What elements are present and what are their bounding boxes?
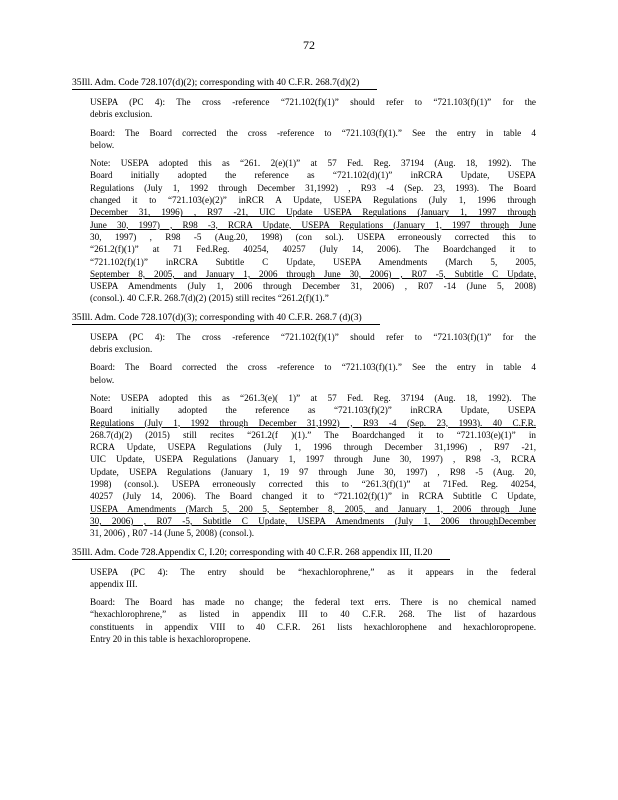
- text-line: September 8, 2005, and January 1, 2006 through June 30, 2006) , R07 -5, Subtitle C Update,: [90, 268, 536, 279]
- text-line: Note: USEPA adopted this as “261. 2(e)(1)” at 57 Fed. Reg. 37194 (Aug. 18, 1992). The: [90, 158, 536, 169]
- text-line: USEPA Amendments (July 1, 2006 through December 31, 2006) , R07 -14 (June 5, 2008): [90, 281, 536, 292]
- text-line: 268.7(d)(2) (2015) still recites “261.2(f )(1).” The Boardchanged it to “721.103(e)(1)” in: [90, 429, 536, 440]
- board-response: [90, 596, 536, 645]
- table-entry: [72, 72, 536, 305]
- note: [90, 392, 536, 540]
- text-line: 31, 2006) , R07 -14 (June 5, 2008) (consol.).: [90, 528, 255, 539]
- text-line: below.: [90, 374, 115, 385]
- entry-header: 35Ill. Adm. Code 728.107(d)(2); corresponding with 40 C.F.R. 268.7(d)(2): [72, 77, 377, 90]
- text-line: changed it to “721.103(e)(2)” inRCR A Update, USEPA Regulations (July 1, 1996 through: [90, 195, 536, 206]
- text-line: Board initially adopted the reference as “721.103(f)(2)” inRCRA Update, USEPA: [90, 405, 536, 416]
- text-line: debris exclusion.: [90, 344, 153, 355]
- text-line: Board: The Board corrected the cross -reference to “721.103(f)(1).” See the entry in table 4: [90, 127, 536, 138]
- text-line: below.: [90, 139, 115, 150]
- text-line: “hexachlorophrene,” as listed in appendix III to 40 C.F.R. 268. The list of hazardous: [90, 609, 536, 620]
- text-line: USEPA (PC 4): The cross -reference “721.102(f)(1)” should refer to “721.103(f)(1)” for the: [90, 331, 536, 342]
- text-line: 1998) (consol.). USEPA erroneously corrected this to “261.3(f)(1)” at 71Fed. Reg. 40254,: [90, 479, 536, 490]
- text-line: USEPA (PC 4): The entry should be “hexachlorophrene,” as it appears in the federal: [90, 566, 536, 577]
- usepa-comment: [90, 96, 536, 121]
- board-response: [90, 127, 536, 152]
- text-line: Update, USEPA Regulations (January 1, 19 97 through June 30, 1997) , R98 -5 (Aug. 20,: [90, 466, 536, 477]
- text-line: RCRA Update, USEPA Regulations (July 1, 1996 through December 31,1996) , R97 -21,: [90, 442, 536, 453]
- text-line: Board initially adopted the reference as “721.102(d)(1)” inRCRA Update, USEPA: [90, 170, 536, 181]
- usepa-comment: [90, 566, 536, 591]
- text-line: 30, 1997) , R98 -5 (Aug.20, 1998) (con sol.). USEPA erroneously corrected this to: [90, 231, 536, 242]
- text-line: Note: USEPA adopted this as “261.3(e)( 1)” at 57 Fed. Reg. 37194 (Aug. 18, 1992). The: [90, 392, 536, 403]
- text-line: Board: The Board corrected the cross -reference to “721.103(f)(1).” See the entry in table 4: [90, 362, 536, 373]
- text-line: December 31, 1996) , R97 -21, UIC Update USEPA Regulations (January 1, 1997 through: [90, 207, 536, 218]
- document-body: [72, 72, 536, 647]
- text-line: June 30, 1997) , R98 -3, RCRA Update, USEPA Regulations (January 1, 1997 through June: [90, 219, 536, 230]
- text-line: “261.2(f)(1)” at 71 Fed.Reg. 40254, 40257 (July 14, 2006). The Boardchanged it to: [90, 244, 536, 255]
- table-entry: [72, 307, 536, 540]
- text-line: debris exclusion.: [90, 109, 153, 120]
- text-line: 30, 2006) , R07 -5, Subtitle C Update, USEPA Amendments (July 1, 2006 throughDecember: [90, 515, 536, 526]
- text-line: appendix III.: [90, 578, 138, 589]
- text-line: UIC Update, USEPA Regulations (January 1, 1997 through June 30, 1997) , R98 -3, RCRA: [90, 454, 536, 465]
- entry-header: 35Ill. Adm. Code 728.107(d)(3); corresponding with 40 C.F.R. 268.7 (d)(3): [72, 312, 380, 325]
- board-response: [90, 361, 536, 386]
- entry-header: 35Ill. Adm. Code 728.Appendix C, I.20; corresponding with 40 C.F.R. 268 appendix III, II.20: [72, 547, 450, 560]
- text-line: Regulations (July 1, 1992 through December 31,1992) , R93 -4 (Sep. 23, 1993). 40 C.F.R.: [90, 417, 536, 428]
- text-line: 40257 (July 14, 2006). The Board changed it to “721.102(f)(1)” in RCRA Subtitle C Update,: [90, 491, 536, 502]
- text-line: USEPA (PC 4): The cross -reference “721.102(f)(1)” should refer to “721.103(f)(1)” for the: [90, 97, 536, 107]
- text-line: constituents in appendix VIII to 40 C.F.R. 261 lists hexachlorophene and hexachloropropene.: [90, 621, 536, 632]
- text-line: (consol.). 40 C.F.R. 268.7(d)(2) (2015) still recites “261.2(f)(1).”: [90, 293, 329, 304]
- text-line: Regulations (July 1, 1992 through December 31,1992) , R93 -4 (Sep. 23, 1993). The Board: [90, 182, 536, 193]
- text-line: “721.102(f)(1)” inRCRA Subtitle C Update, USEPA Amendments (March 5, 2005,: [90, 256, 536, 267]
- text-line: Entry 20 in this table is hexachloropropene.: [90, 633, 251, 644]
- note: [90, 157, 536, 305]
- table-entry: [72, 542, 536, 646]
- page-number: 72: [303, 38, 315, 52]
- text-line: Board: The Board has made no change; the federal text errs. There is no chemical named: [90, 597, 536, 608]
- text-line: USEPA Amendments (March 5, 200 5, September 8, 2005, and January 1, 2006 through June: [90, 503, 536, 514]
- usepa-comment: [90, 331, 536, 356]
